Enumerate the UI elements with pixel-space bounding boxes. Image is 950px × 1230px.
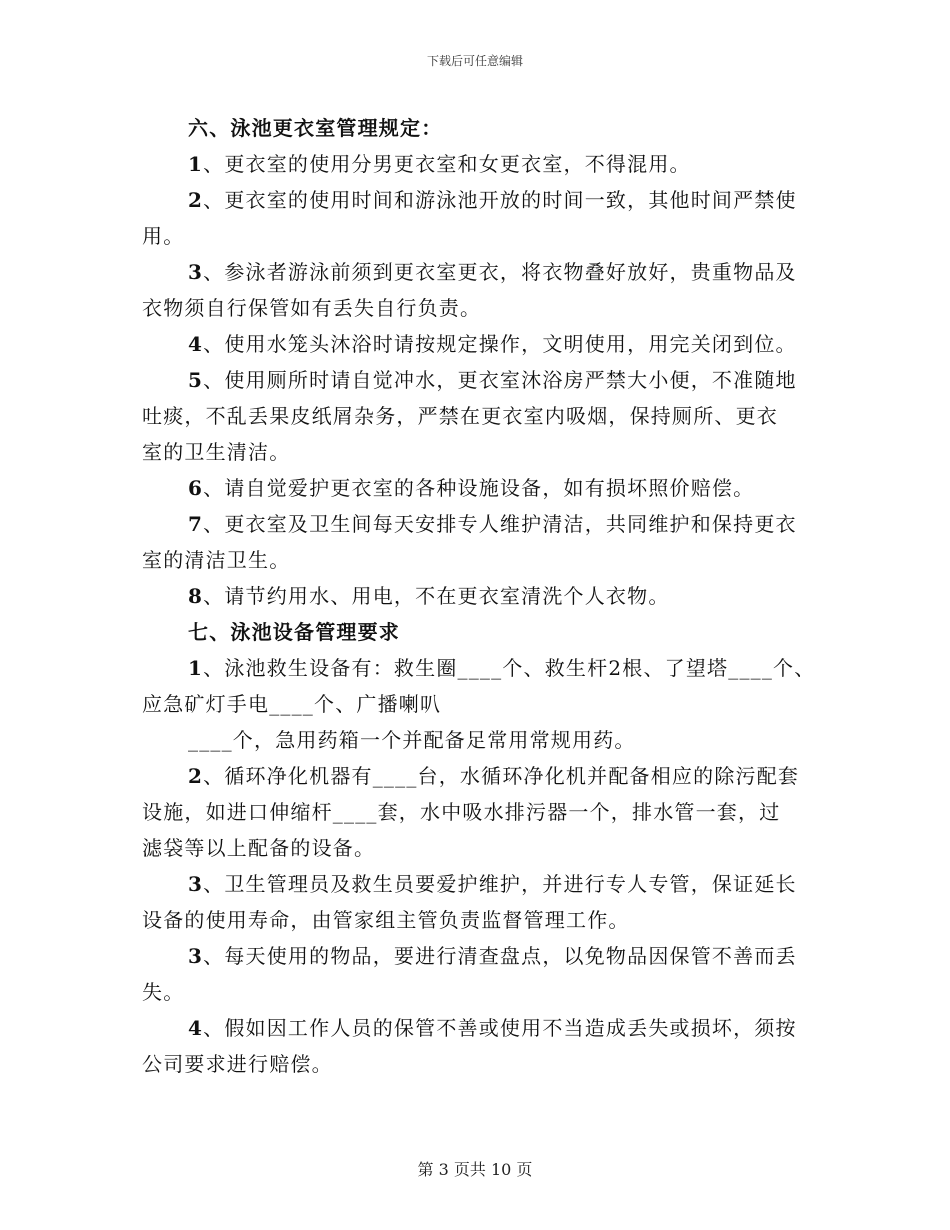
- line-text: 、使用厕所时请自觉冲水，更衣室沐浴房严禁大小便，不准随地: [203, 368, 797, 392]
- line-text: 、更衣室及卫生间每天安排专人维护清洁，共同维护和保持更衣: [203, 512, 797, 536]
- paragraph-line: [142, 758, 822, 794]
- line-text: 、更衣室的使用时间和游泳池开放的时间一致，其他时间严禁使: [203, 188, 797, 212]
- line-text: 、卫生管理员及救生员要爱护维护，并进行专人专管，保证延长: [203, 872, 797, 896]
- paragraph-line: [142, 398, 822, 434]
- item-number: 7: [188, 512, 204, 536]
- paragraph-line: [142, 974, 822, 1010]
- item-number: 2: [188, 764, 204, 788]
- paragraph-line: [142, 254, 822, 290]
- paragraph-line: [142, 1046, 822, 1082]
- page-header: 下载后可任意编辑: [426, 54, 523, 68]
- paragraph-line: [142, 470, 822, 506]
- line-text: 、假如因工作人员的保管不善或使用不当造成丢失或损坏，须按: [203, 1016, 797, 1040]
- item-number: 8: [188, 584, 204, 608]
- paragraph-line: [142, 902, 822, 938]
- paragraph-line: [142, 1010, 822, 1046]
- section-heading: [142, 110, 822, 146]
- paragraph-line: [142, 326, 822, 362]
- line-text: 、使用水笼头沐浴时请按规定操作，文明使用，用完关闭到位。: [203, 332, 797, 356]
- paragraph-line: [142, 938, 822, 974]
- paragraph-line: [142, 506, 822, 542]
- line-text: 室的清洁卫生。: [142, 548, 291, 572]
- line-text: 衣物须自行保管如有丢失自行负责。: [142, 296, 482, 320]
- paragraph-line: [142, 218, 822, 254]
- paragraph-line: [142, 866, 822, 902]
- line-text: 吐痰，不乱丢果皮纸屑杂务，严禁在更衣室内吸烟，保持厕所、更衣: [142, 404, 778, 428]
- item-number: 2: [188, 188, 204, 212]
- line-text: 失。: [142, 980, 185, 1004]
- item-number: 4: [188, 1016, 204, 1040]
- line-text: 应急矿灯手电____个、广播喇叭: [142, 692, 442, 716]
- item-number: 1: [188, 152, 204, 176]
- line-text: 滤袋等以上配备的设备。: [142, 836, 376, 860]
- item-number: 3: [188, 944, 204, 968]
- line-text: 、参泳者游泳前须到更衣室更衣，将衣物叠好放好，贵重物品及: [203, 260, 797, 284]
- item-number: 1: [188, 656, 204, 680]
- paragraph-line: [142, 794, 822, 830]
- paragraph-line: [142, 722, 822, 758]
- item-number: 6: [188, 476, 204, 500]
- item-number: 3: [188, 872, 204, 896]
- line-text: 设施，如进口伸缩杆____套，水中吸水排污器一个，排水管一套，过: [142, 800, 781, 824]
- line-text: 设备的使用寿命，由管家组主管负责监督管理工作。: [142, 908, 630, 932]
- paragraph-line: [142, 542, 822, 578]
- line-text: 、更衣室的使用分男更衣室和女更衣室，不得混用。: [203, 152, 691, 176]
- line-text: 、循环净化机器有____台，水循环净化机并配备相应的除污配套: [203, 764, 800, 788]
- item-number: 3: [188, 260, 204, 284]
- paragraph-line: [142, 650, 822, 686]
- line-text: ____个，急用药箱一个并配备足常用常规用药。: [188, 728, 636, 752]
- paragraph-line: [142, 362, 822, 398]
- paragraph-line: [142, 686, 822, 722]
- line-text: 、泳池救生设备有：救生圈____个、救生杆2根、了望塔____个、: [203, 656, 816, 680]
- line-text: 公司要求进行赔偿。: [142, 1052, 333, 1076]
- line-text: 用。: [142, 224, 185, 248]
- page-footer: 第 3 页共 10 页: [417, 1160, 533, 1179]
- paragraph-line: [142, 434, 822, 470]
- line-text: 六、泳池更衣室管理规定：: [188, 116, 443, 140]
- document-body: [142, 110, 822, 1082]
- paragraph-line: [142, 578, 822, 614]
- section-heading: [142, 614, 822, 650]
- paragraph-line: [142, 830, 822, 866]
- line-text: 、请节约用水、用电，不在更衣室清洗个人衣物。: [203, 584, 670, 608]
- line-text: 七、泳池设备管理要求: [188, 620, 400, 644]
- paragraph-line: [142, 290, 822, 326]
- line-text: 、请自觉爱护更衣室的各种设施设备，如有损坏照价赔偿。: [203, 476, 755, 500]
- paragraph-line: [142, 182, 822, 218]
- paragraph-line: [142, 146, 822, 182]
- item-number: 5: [188, 368, 204, 392]
- line-text: 、每天使用的物品，要进行清查盘点，以免物品因保管不善而丢: [203, 944, 797, 968]
- line-text: 室的卫生清洁。: [142, 440, 291, 464]
- item-number: 4: [188, 332, 204, 356]
